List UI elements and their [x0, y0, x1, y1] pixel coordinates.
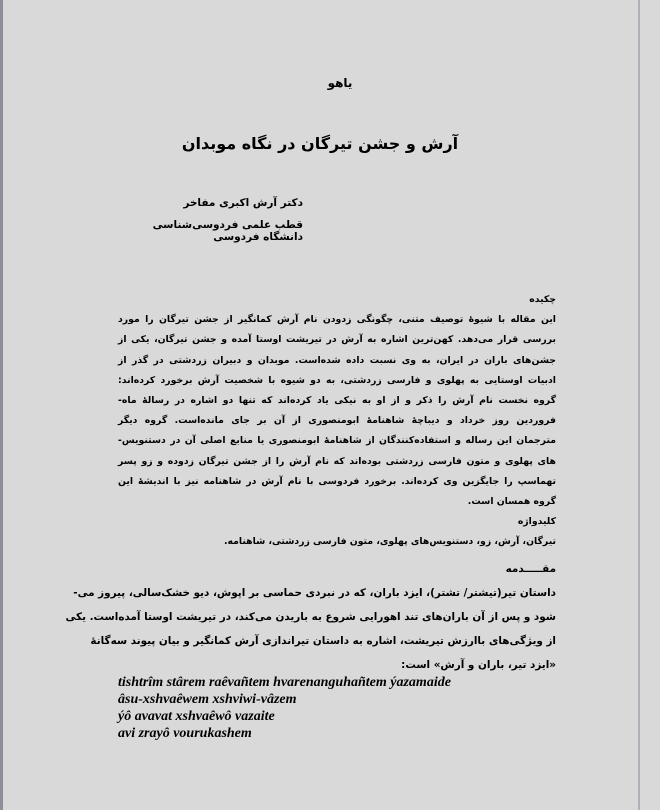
introduction-heading: مقـــــدمه	[505, 563, 556, 575]
avestan-line: âsu-xshvaêwem xshviwi-vâzem	[118, 692, 297, 707]
introduction-section	[65, 557, 556, 677]
intro-line: «ایزد تیر، باران و آرش» است:	[401, 659, 556, 671]
abstract-section	[118, 290, 556, 552]
page-title: آرش و جشن تیرگان در نگاه موبدان	[181, 134, 459, 153]
abstract-line: این مقاله با شیوهٔ توصیف متنی، چگونگی زدودن نام آرش کمانگیر از جشن تیرگان را مورد	[118, 314, 556, 326]
window-right-edge	[638, 0, 640, 810]
intro-line: داستان تیر(تیشتر/ تشتر)، ایزد باران، که در نبردی حماسی بر اپوش، دیو خشک‌سالی، پیروز می-	[73, 587, 556, 599]
author-name: دکتر آرش اکبری مفاخر	[183, 197, 303, 209]
avestan-line: tishtrîm stârem raêvañtem hvarenanguhañtem ýazamaide	[118, 675, 451, 690]
abstract-line: گروه همسان است.	[467, 495, 556, 507]
avestan-line: avi zrayô vourukashem	[118, 726, 252, 741]
avestan-quote	[118, 674, 451, 742]
intro-line: شود و پس از آن باران‌های تند اهورایی شروع به باریدن می‌کند، در تیریشت اوستا آمده‌است. یکی	[65, 611, 556, 623]
abstract-heading: چکیده	[529, 294, 556, 305]
avestan-line: ýô avavat xshvaêwô vazaite	[118, 709, 275, 724]
author-affiliation: قطب علمی فردوسی‌شناسی دانشگاه فردوسی	[152, 219, 303, 243]
window-left-edge	[0, 0, 3, 810]
abstract-line: مترجمان این رساله و استفاده‌کنندگان از شاهنامهٔ ابومنصوری یا منابع اصلی آن در دستنویس-	[118, 435, 556, 447]
abstract-line: جشن‌های باران در ایران، به وی نسبت داده شده‌است. موبدان و دبیران زردشتی در گذر از	[118, 354, 556, 366]
abstract-line: فروردین روز خرداد و دیباچهٔ شاهنامهٔ ابومنصوری از آن بر جای مانده‌است. گروه دیگر	[118, 415, 556, 427]
intro-line: از ویژگی‌های باارزش تیریشت، اشاره به داستان تیراندازی آرش کمانگیر و بیان پیوند سه‌گانهٔ	[90, 635, 556, 647]
abstract-line: تهماسپ را جایگزین وی کرده‌اند. برخورد فردوسی با نام آرش در شاهنامه نیز با اندیشهٔ این	[118, 475, 556, 487]
abstract-line: های پهلوی و متون فارسی زردشتی بوده‌اند که نام آرش را از جشن تیرگان زدوده و زو پسر	[118, 455, 556, 467]
abstract-line: ادبیات اوستایی به پهلوی و فارسی زردشتی، به دو شیوه با شخصیت آرش برخورد کرده‌اند:	[118, 374, 556, 386]
header-invocation: یاهو	[327, 76, 353, 90]
abstract-line: بررسی قرار می‌دهد. کهن‌ترین اشاره به آرش در تیریشت اوستا آمده و جشن تیرگان، یکی از	[118, 334, 556, 346]
keywords-heading: کلیدواژه	[517, 516, 556, 528]
abstract-line: گروه نخست نام آرش را ذکر و از او به نیکی یاد کرده‌اند که تنها دو اشاره در رسالهٔ ماه-	[118, 394, 556, 406]
keywords: تیرگان، آرش، زو، دستنویس‌های پهلوی، متون فارسی زردشتی، شاهنامه.	[223, 536, 556, 548]
